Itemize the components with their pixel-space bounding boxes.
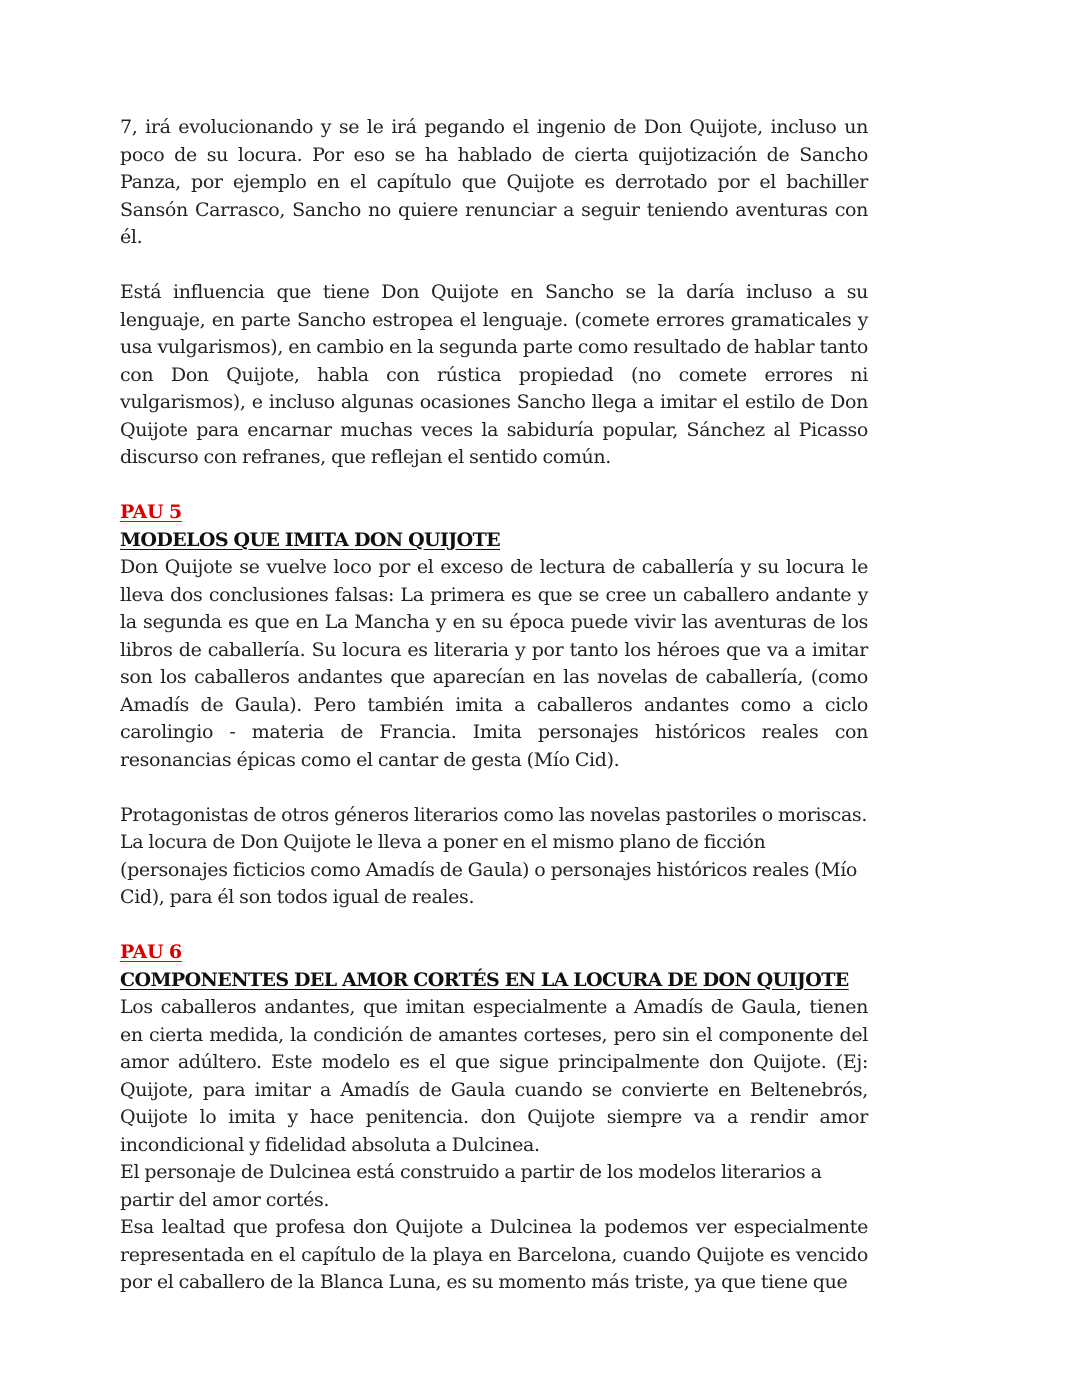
paragraph-modelos-2: Protagonistas de otros géneros literarios como las novelas pastoriles o moriscas. La locura de Don Quijote le lleva a poner en el mismo plano de ficción (personajes ficticios como Amadís de Gaula) o personajes históricos reales (Mío Cid), para él son todos igual de reales.: [120, 803, 868, 908]
paragraph-amor-cortes-2: El personaje de Dulcinea está construido a partir de los modelos literarios a partir del amor cortés.: [120, 1161, 822, 1211]
paragraph-modelos-1: Don Quijote se vuelve loco por el exceso de lectura de caballería y su locura le lleva dos conclusiones falsas: La primera es que se cree un caballero andante y la segunda es que en La Mancha y en su época puede vivir las aventuras de los libros de caballería. Su locura es literaria y por tanto los héroes que va a imitar son los caballeros andantes que aparecían en las novelas de caballería, (como Amadís de Gaula). Pero también imita a caballeros andantes como a ciclo carolingio - materia de Francia. Imita personajes históricos reales con resonancias épicas como el cantar de gesta (Mío Cid).: [120, 556, 868, 771]
section-label-pau-5: PAU 5: [120, 501, 182, 523]
paragraph-sancho-evolution: 7, irá evolucionando y se le irá pegando el ingenio de Don Quijote, incluso un poco de su locura. Por eso se ha hablado de cierta quijotización de Sancho Panza, por ejemplo en el capítulo que Quijote es derrotado por el bachiller Sansón Carrasco, Sancho no quiere renunciar a seguir teniendo aventuras con él.: [120, 116, 868, 248]
section-title-amor-cortes: COMPONENTES DEL AMOR CORTÉS EN LA LOCURA DE DON QUIJOTE: [120, 968, 849, 991]
section-title-modelos: MODELOS QUE IMITA DON QUIJOTE: [120, 528, 501, 551]
document-page: [120, 114, 868, 1297]
paragraph-amor-cortes-1: Los caballeros andantes, que imitan especialmente a Amadís de Gaula, tienen en cierta medida, la condición de amantes corteses, pero sin el componente del amor adúltero. Este modelo es el que sigue principalmente don Quijote. (Ej: Quijote, para imitar a Amadís de Gaula cuando se convierte en Beltenebrós, Quijote lo imita y hace penitencia. don Quijote siempre va a rendir amor incondicional y fidelidad absoluta a Dulcinea.: [120, 996, 868, 1156]
paragraph-amor-cortes-3: Esa lealtad que profesa don Quijote a Dulcinea la podemos ver especialmente representada en el capítulo de la playa en Barcelona, cuando Quijote es vencido por el caballero de la Blanca Luna, es su momento más triste, ya que tiene que: [120, 1216, 868, 1293]
section-label-pau-6: PAU 6: [120, 941, 182, 963]
paragraph-sancho-language: Está influencia que tiene Don Quijote en Sancho se la daría incluso a su lenguaje, en parte Sancho estropea el lenguaje. (comete errores gramaticales y usa vulgarismos), en cambio en la segunda parte como resultado de hablar tanto con Don Quijote, habla con rústica propiedad (no comete errores ni vulgarismos), e incluso algunas ocasiones Sancho llega a imitar el estilo de Don Quijote para encarnar muchas veces la sabiduría popular, Sánchez al Picasso discurso con refranes, que reflejan el sentido común.: [120, 281, 868, 468]
